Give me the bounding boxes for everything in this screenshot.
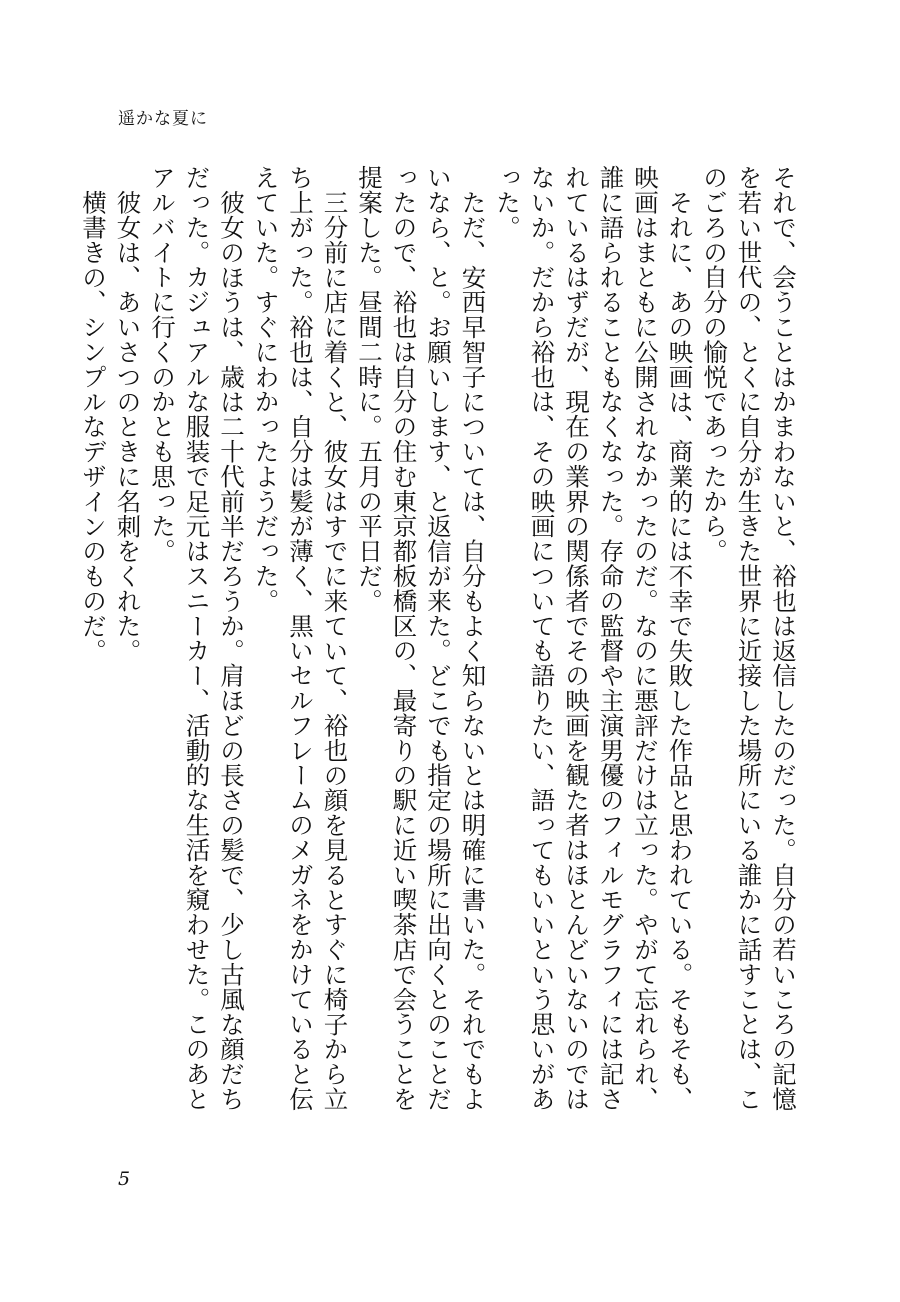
running-head-title: 遥かな夏に [118,109,208,129]
paragraph: 三分前に店に着くと、彼女はすでに来ていて、裕也の顔を見るとすぐに椅子から立ち上がった。裕也は、自分は髪が薄く、黒いセルフレームのメガネをかけていると伝えていた。すぐにわかったようだった。 [251,165,350,1112]
paragraph: それに、あの映画は、商業的には不幸で失敗した作品と思われている。そもそも、映画はまともに公開されなかったのだ。なのに悪評だけは立った。やがて忘れられ、誰に語られることもなくなった。存命の監督や主演男優のフィルモグラフィには記されているはずだが、現在の業界の関係者でその映画を観た者はほとんどいないのではないか。だから裕也は、その映画についても語りたい、語ってもいいという思いがあった。 [493,165,695,1112]
paragraph: 彼女のほうは、歳は二十代前半だろうか。肩ほどの長さの髪で、少し古風な顔だちだった。カジュアルな服装で足元はスニーカー、活動的な生活を窺わせた。このあとアルバイトに行くのかとも思った。 [148,165,246,1112]
page-number: 5 [118,1168,131,1190]
paragraph: 横書きの、シンプルなデザインのものだ。 [79,189,108,663]
body-text [79,165,800,1125]
paragraph: それで、会うことはかまわないと、裕也は返信したのだった。自分の若いころの記憶を若い世代の、とくに自分が生きた世界に近接した場所にいる誰かに話すことは、このごろの自分の愉悦であったから。 [700,165,798,1112]
paragraph: 彼女は、あいさつのときに名刺をくれた。 [113,189,143,663]
paragraph: ただ、安西早智子については、自分もよく知らないとは明確に書いた。それでもよいなら、と。お願いします、と返信が来た。どこでも指定の場所に出向くとのことだったので、裕也は自分の住む東京都板橋区の、最寄りの駅に近い喫茶店で会うことを提案した。昼間二時に。五月の平日だ。 [355,165,488,1112]
